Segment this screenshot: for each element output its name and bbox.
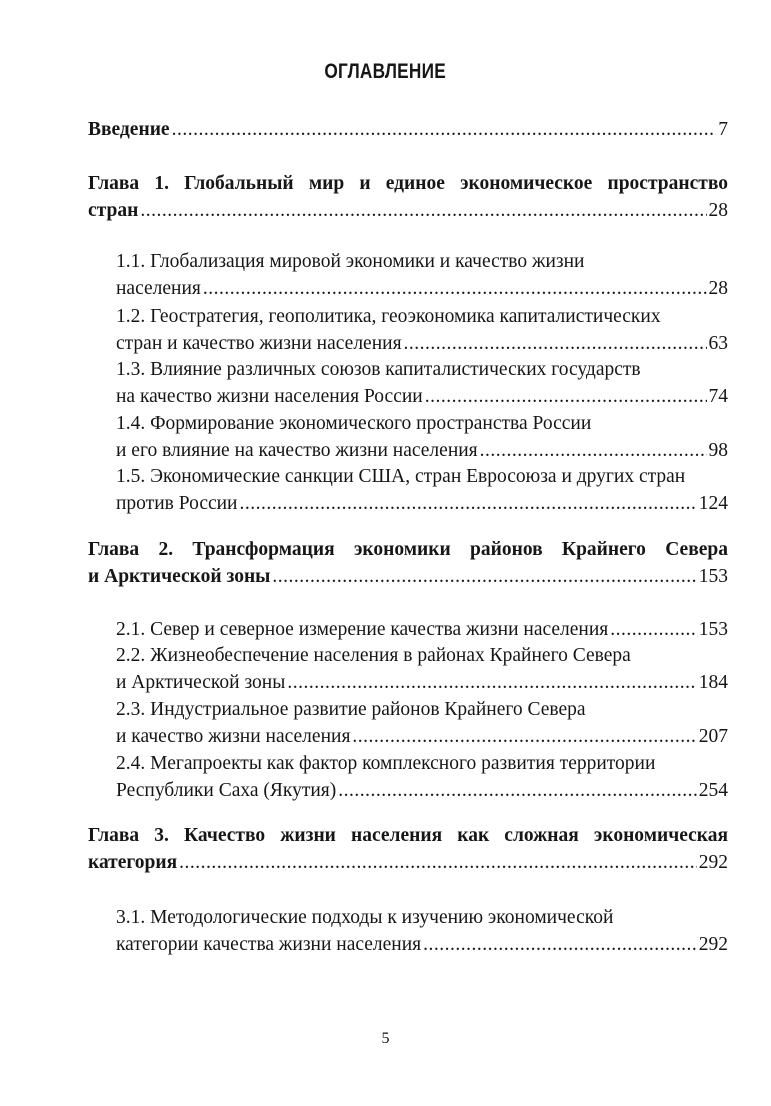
entry-page-number: 124 [698,493,728,514]
toc-section-entry [116,642,728,696]
entry-last-line [116,723,728,750]
entry-page-number: 153 [698,566,728,587]
entry-title-line: 1.5. Экономические санкции США, стран Евросоюза и других стран [116,466,686,487]
entry-title-line: категории качества жизни населения [116,934,422,955]
toc-section-entry [116,616,728,643]
toc-title: ОГЛАВЛЕНИЕ [324,60,447,83]
entry-title-line: 1.3. Влияние различных союзов капиталистических государств [116,359,641,380]
entry-last-line [116,275,728,302]
entry-title-line: Введение [88,119,170,140]
entry-title-line: и Арктической зоны [88,566,271,587]
dot-leader [404,330,707,357]
entry-title-line: Глава 3. Качество жизни населения как сложная экономическая [88,825,728,846]
entry-title-line: 1.2. Геостратегия, геополитика, геоэкономика капиталистических [116,306,661,327]
entry-title-line: против России [116,493,238,514]
dot-leader [338,777,696,804]
entry-last-line [116,616,728,643]
entry-title-line: 2.1. Север и северное измерение качества жизни населения [116,619,609,640]
entry-title-line: 1.1. Глобализация мировой экономики и качество жизни [116,251,585,272]
entry-last-line [116,330,728,357]
page-number: 5 [381,1030,390,1047]
toc-section-entry [116,356,728,410]
entry-page-number: 184 [698,672,728,693]
dot-leader [272,563,696,590]
dot-leader [287,669,696,696]
entry-page-number: 98 [708,440,728,461]
entry-title-line: и Арктической зоны [116,672,286,693]
entry-title-line: категория [88,852,178,873]
entry-title-line: Республики Саха (Якутия) [116,780,337,801]
entry-page-number: 63 [708,333,728,354]
entry-title-line: Глава 1. Глобальный мир и единое экономическое пространство [88,173,728,194]
entry-page-number: 28 [708,278,728,299]
dot-leader [352,723,696,750]
entry-last-line [116,777,728,804]
toc-section-entry [116,750,728,804]
entry-last-line [88,849,728,876]
toc-chapter-entry [88,116,728,143]
entry-title-line: 3.1. Методологические подходы к изучению экономической [116,907,614,928]
entry-title-line: 2.2. Жизнеобеспечение населения в районах Крайнего Севера [116,645,631,666]
dot-leader [203,275,707,302]
dot-leader [172,116,717,143]
entry-title-line: стран [88,200,139,221]
entry-title-line: стран и качество жизни населения [116,333,402,354]
entry-page-number: 292 [698,934,728,955]
dot-leader [240,490,697,517]
entry-page-number: 28 [708,200,728,221]
entry-title-line: Глава 2. Трансформация экономики районов Крайнего Севера [88,539,728,560]
entry-title-line: 2.4. Мегапроекты как фактор комплексного развития территории [116,753,656,774]
entry-page-number: 153 [698,619,728,640]
dot-leader [179,849,697,876]
entry-last-line [116,669,728,696]
entry-last-line [88,563,728,590]
toc-section-entry [116,463,728,517]
dot-leader [423,931,697,958]
toc-section-entry [116,410,728,464]
entry-title-line: на качество жизни населения России [116,386,423,407]
entry-title-line: и его влияние на качество жизни населения [116,440,478,461]
entry-title-line: и качество жизни населения [116,726,351,747]
entry-page-number: 74 [708,386,728,407]
toc-section-entry [116,303,728,357]
toc-section-entry [116,904,728,958]
toc-chapter-entry [88,822,728,876]
entry-last-line [88,116,728,143]
toc-section-entry [116,248,728,302]
entry-last-line [88,197,728,224]
dot-leader [480,437,707,464]
entry-last-line [116,437,728,464]
entry-last-line [116,931,728,958]
entry-title-line: 1.4. Формирование экономического пространства России [116,413,592,434]
dot-leader [140,197,706,224]
toc-chapter-entry [88,536,728,590]
entry-title-line: 2.3. Индустриальное развитие районов Крайнего Севера [116,699,586,720]
entry-page-number: 292 [698,852,728,873]
entry-page-number: 207 [698,726,728,747]
entry-last-line [116,383,728,410]
entry-page-number: 7 [718,119,728,140]
entry-last-line [116,490,728,517]
entry-title-line: населения [116,278,201,299]
dot-leader [425,383,707,410]
dot-leader [610,616,696,643]
toc-section-entry [116,696,728,750]
toc-chapter-entry [88,170,728,224]
entry-page-number: 254 [698,780,728,801]
